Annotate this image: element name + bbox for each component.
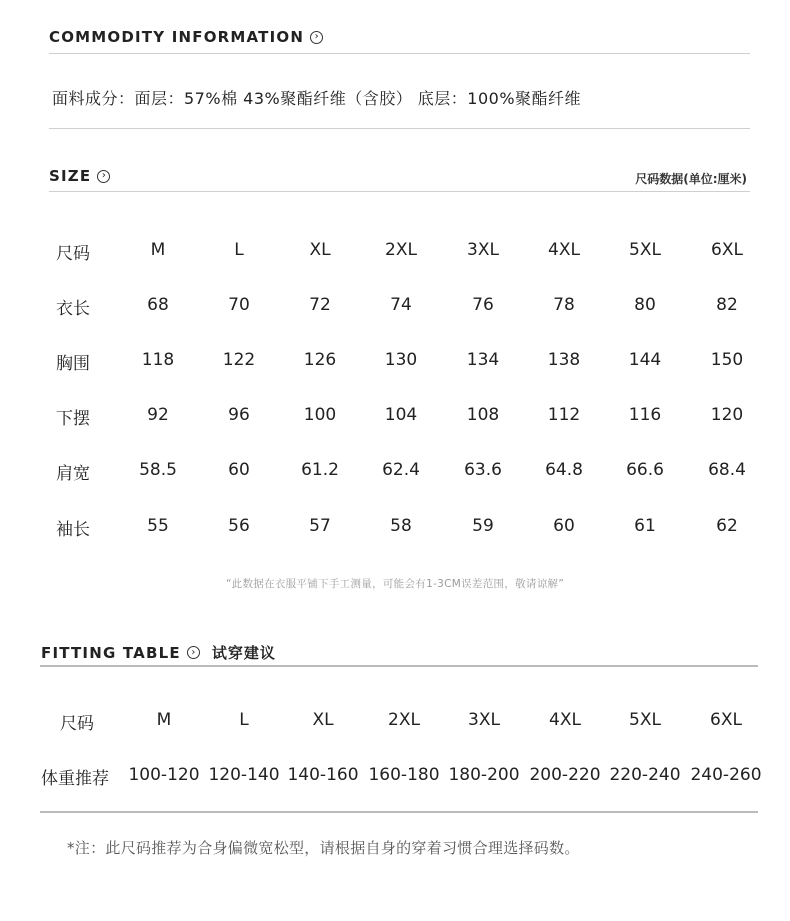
table-cell: 116: [628, 405, 662, 425]
row-label: 衣长: [56, 299, 90, 319]
table-cell: 144: [628, 350, 662, 370]
table-cell: 100: [303, 405, 337, 425]
row-label: 下摆: [56, 409, 90, 429]
size-header-cell: XL: [309, 240, 331, 260]
commodity-section-title: [49, 28, 323, 46]
table-cell: 62: [716, 516, 738, 536]
table-cell: 60: [228, 460, 250, 480]
table-cell: 61: [634, 516, 656, 536]
table-cell: 70: [228, 295, 250, 315]
table-cell: 122: [222, 350, 256, 370]
table-cell: 150: [710, 350, 744, 370]
weight-cell: 200-220: [529, 765, 601, 785]
row-label: 肩宽: [56, 464, 90, 484]
weight-cell: 220-240: [609, 765, 681, 785]
size-title-text: SIZE: [49, 167, 92, 185]
fitting-header-cell: 2XL: [388, 710, 420, 730]
table-cell: 76: [472, 295, 494, 315]
table-cell: 130: [384, 350, 418, 370]
table-cell: 59: [472, 516, 494, 536]
circle-chevron-right-icon: ›: [187, 646, 200, 659]
table-cell: 138: [547, 350, 581, 370]
table-cell: 92: [147, 405, 169, 425]
weight-cell: 180-200: [448, 765, 520, 785]
divider: [49, 53, 750, 54]
table-cell: 68: [147, 295, 169, 315]
weight-cell: 160-180: [368, 765, 440, 785]
fitting-section-title: [41, 642, 276, 663]
weight-label: 体重推荐: [41, 769, 109, 789]
table-cell: 55: [147, 516, 169, 536]
table-cell: 74: [390, 295, 412, 315]
table-cell: 62.4: [382, 460, 420, 480]
table-cell: 57: [309, 516, 331, 536]
table-cell: 78: [553, 295, 575, 315]
fitting-header-label: 尺码: [60, 714, 94, 734]
table-cell: 126: [303, 350, 337, 370]
table-cell: 66.6: [626, 460, 664, 480]
fitting-header-cell: L: [239, 710, 249, 730]
size-header-cell: 2XL: [385, 240, 417, 260]
table-cell: 61.2: [301, 460, 339, 480]
weight-cell: 100-120: [128, 765, 200, 785]
table-cell: 60: [553, 516, 575, 536]
row-label: 袖长: [56, 520, 90, 540]
fitting-header-cell: 6XL: [710, 710, 742, 730]
weight-cell: 120-140: [208, 765, 280, 785]
size-header-cell: M: [150, 240, 166, 260]
table-cell: 104: [384, 405, 418, 425]
table-cell: 134: [466, 350, 500, 370]
table-cell: 56: [228, 516, 250, 536]
size-header-cell: 4XL: [548, 240, 580, 260]
measurement-note: “此数据在衣服平铺下手工测量，可能会有1-3CM误差范围，敬请谅解”: [225, 578, 565, 590]
fitting-title-text: FITTING TABLE: [41, 643, 181, 662]
table-cell: 80: [634, 295, 656, 315]
size-section-title: [49, 167, 110, 185]
size-header-cell: 5XL: [629, 240, 661, 260]
table-cell: 112: [547, 405, 581, 425]
divider: [40, 665, 758, 667]
commodity-title-text: COMMODITY INFORMATION: [49, 28, 305, 46]
fitting-header-cell: M: [156, 710, 172, 730]
table-cell: 72: [309, 295, 331, 315]
size-header-cell: L: [234, 240, 244, 260]
table-cell: 108: [466, 405, 500, 425]
divider: [49, 191, 750, 192]
table-cell: 96: [228, 405, 250, 425]
table-cell: 82: [716, 295, 738, 315]
weight-cell: 140-160: [287, 765, 359, 785]
table-cell: 120: [710, 405, 744, 425]
table-cell: 58.5: [139, 460, 177, 480]
row-label: 胸围: [56, 354, 90, 374]
unit-note: 尺码数据(单位:厘米): [635, 172, 747, 186]
fitting-header-cell: 3XL: [468, 710, 500, 730]
fit-footnote: *注：此尺码推荐为合身偏微宽松型，请根据自身的穿着习惯合理选择码数。: [67, 839, 580, 857]
size-header-label: 尺码: [56, 244, 90, 264]
circle-chevron-right-icon: ›: [310, 31, 323, 44]
fabric-composition: 面料成分：面层：57%棉 43%聚酯纤维（含胶） 底层：100%聚酯纤维: [52, 89, 582, 108]
circle-chevron-right-icon: ›: [97, 170, 110, 183]
fitting-title-cn: 试穿建议: [211, 644, 276, 662]
weight-cell: 240-260: [690, 765, 762, 785]
table-cell: 64.8: [545, 460, 583, 480]
table-cell: 58: [390, 516, 412, 536]
size-header-cell: 3XL: [467, 240, 499, 260]
table-cell: 118: [141, 350, 175, 370]
size-header-cell: 6XL: [711, 240, 743, 260]
fitting-header-cell: 4XL: [549, 710, 581, 730]
fitting-header-cell: XL: [312, 710, 334, 730]
divider: [49, 128, 750, 129]
table-cell: 68.4: [708, 460, 746, 480]
fitting-header-cell: 5XL: [629, 710, 661, 730]
table-cell: 63.6: [464, 460, 502, 480]
divider: [40, 811, 758, 813]
